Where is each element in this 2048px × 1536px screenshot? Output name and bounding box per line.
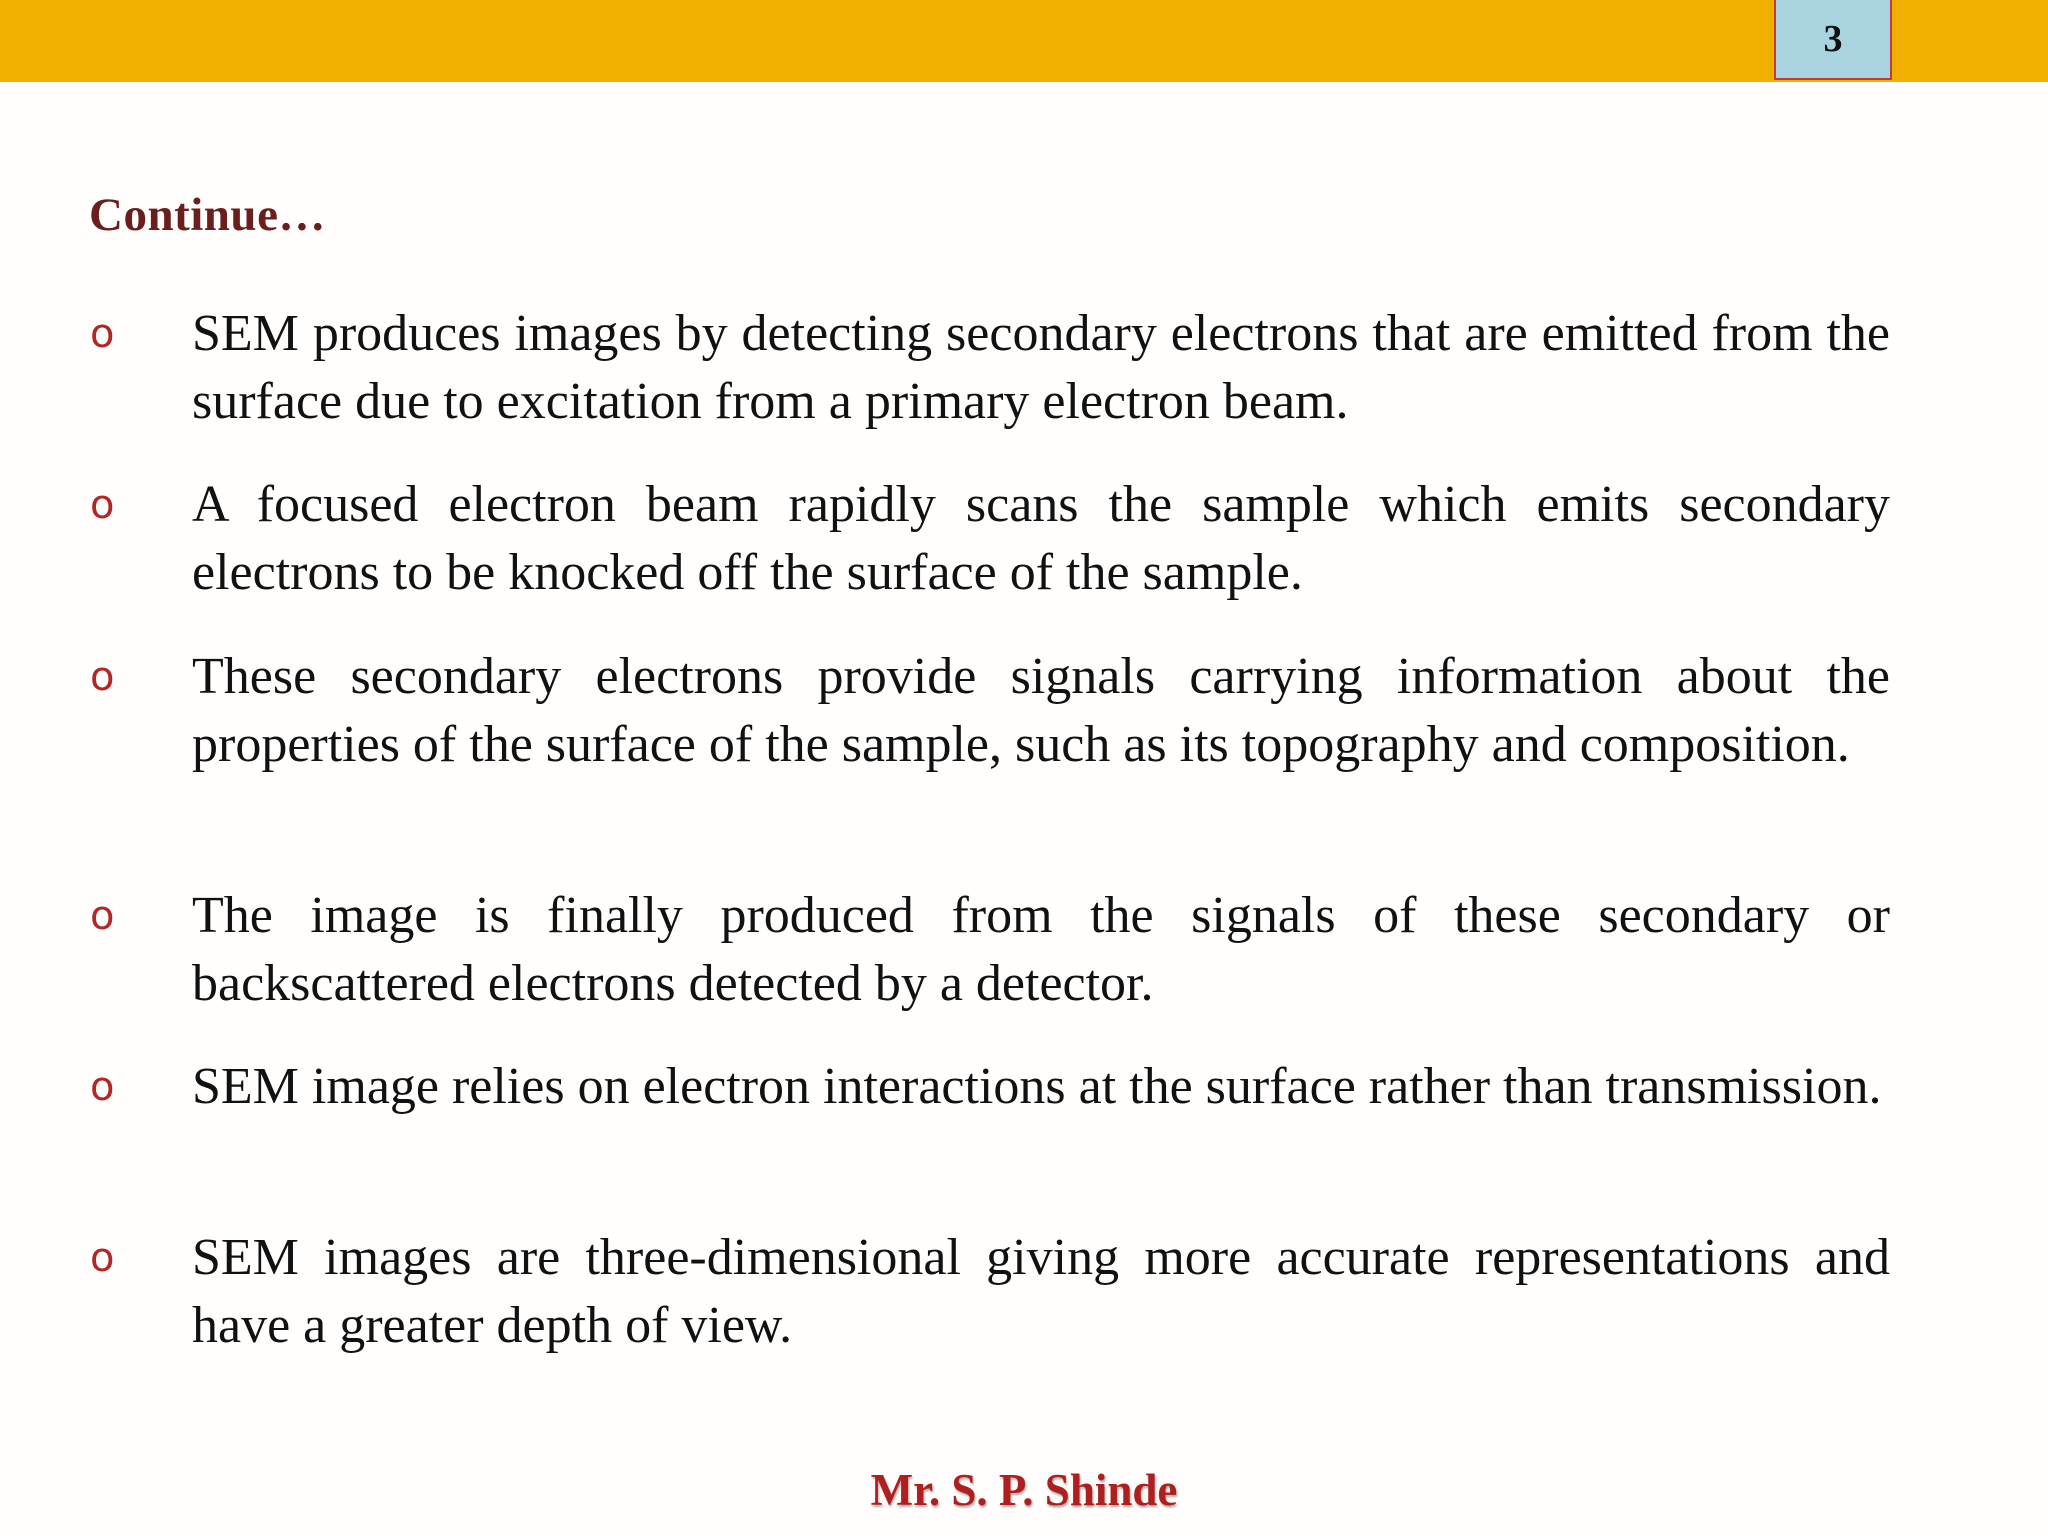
bullet-marker-icon: o — [90, 1235, 115, 1281]
bullet-text: SEM images are three-dimensional giving more accurate representations and have a greater depth of view. — [192, 1229, 1890, 1354]
bullet-text: The image is finally produced from the signals of these secondary or backscattered electrons detected by a detector. — [192, 887, 1890, 1012]
bullet-marker-icon: o — [90, 482, 115, 528]
bullet-text: SEM image relies on electron interactions at the surface rather than transmission. — [192, 1058, 1882, 1115]
bullet-marker-icon: o — [90, 654, 115, 700]
slide-heading: Continue… — [89, 189, 326, 241]
bullet-text: SEM produces images by detecting secondary electrons that are emitted from the surface due to excitation from a primary electron beam. — [192, 305, 1890, 430]
bullet-marker-icon: o — [90, 893, 115, 939]
page-number-text: 3 — [1823, 18, 1843, 60]
bullet-text: These secondary electrons provide signals carrying information about the properties of the surface of the sample, such as its topography and composition. — [192, 648, 1890, 773]
bullet-text: A focused electron beam rapidly scans the sample which emits secondary electrons to be knocked off the surface of the sample. — [192, 476, 1890, 601]
bullet-marker-icon: o — [90, 1064, 115, 1110]
bullet-marker-icon: o — [90, 311, 115, 357]
slide-author-footer: Mr. S. P. Shinde — [870, 1465, 1178, 1515]
